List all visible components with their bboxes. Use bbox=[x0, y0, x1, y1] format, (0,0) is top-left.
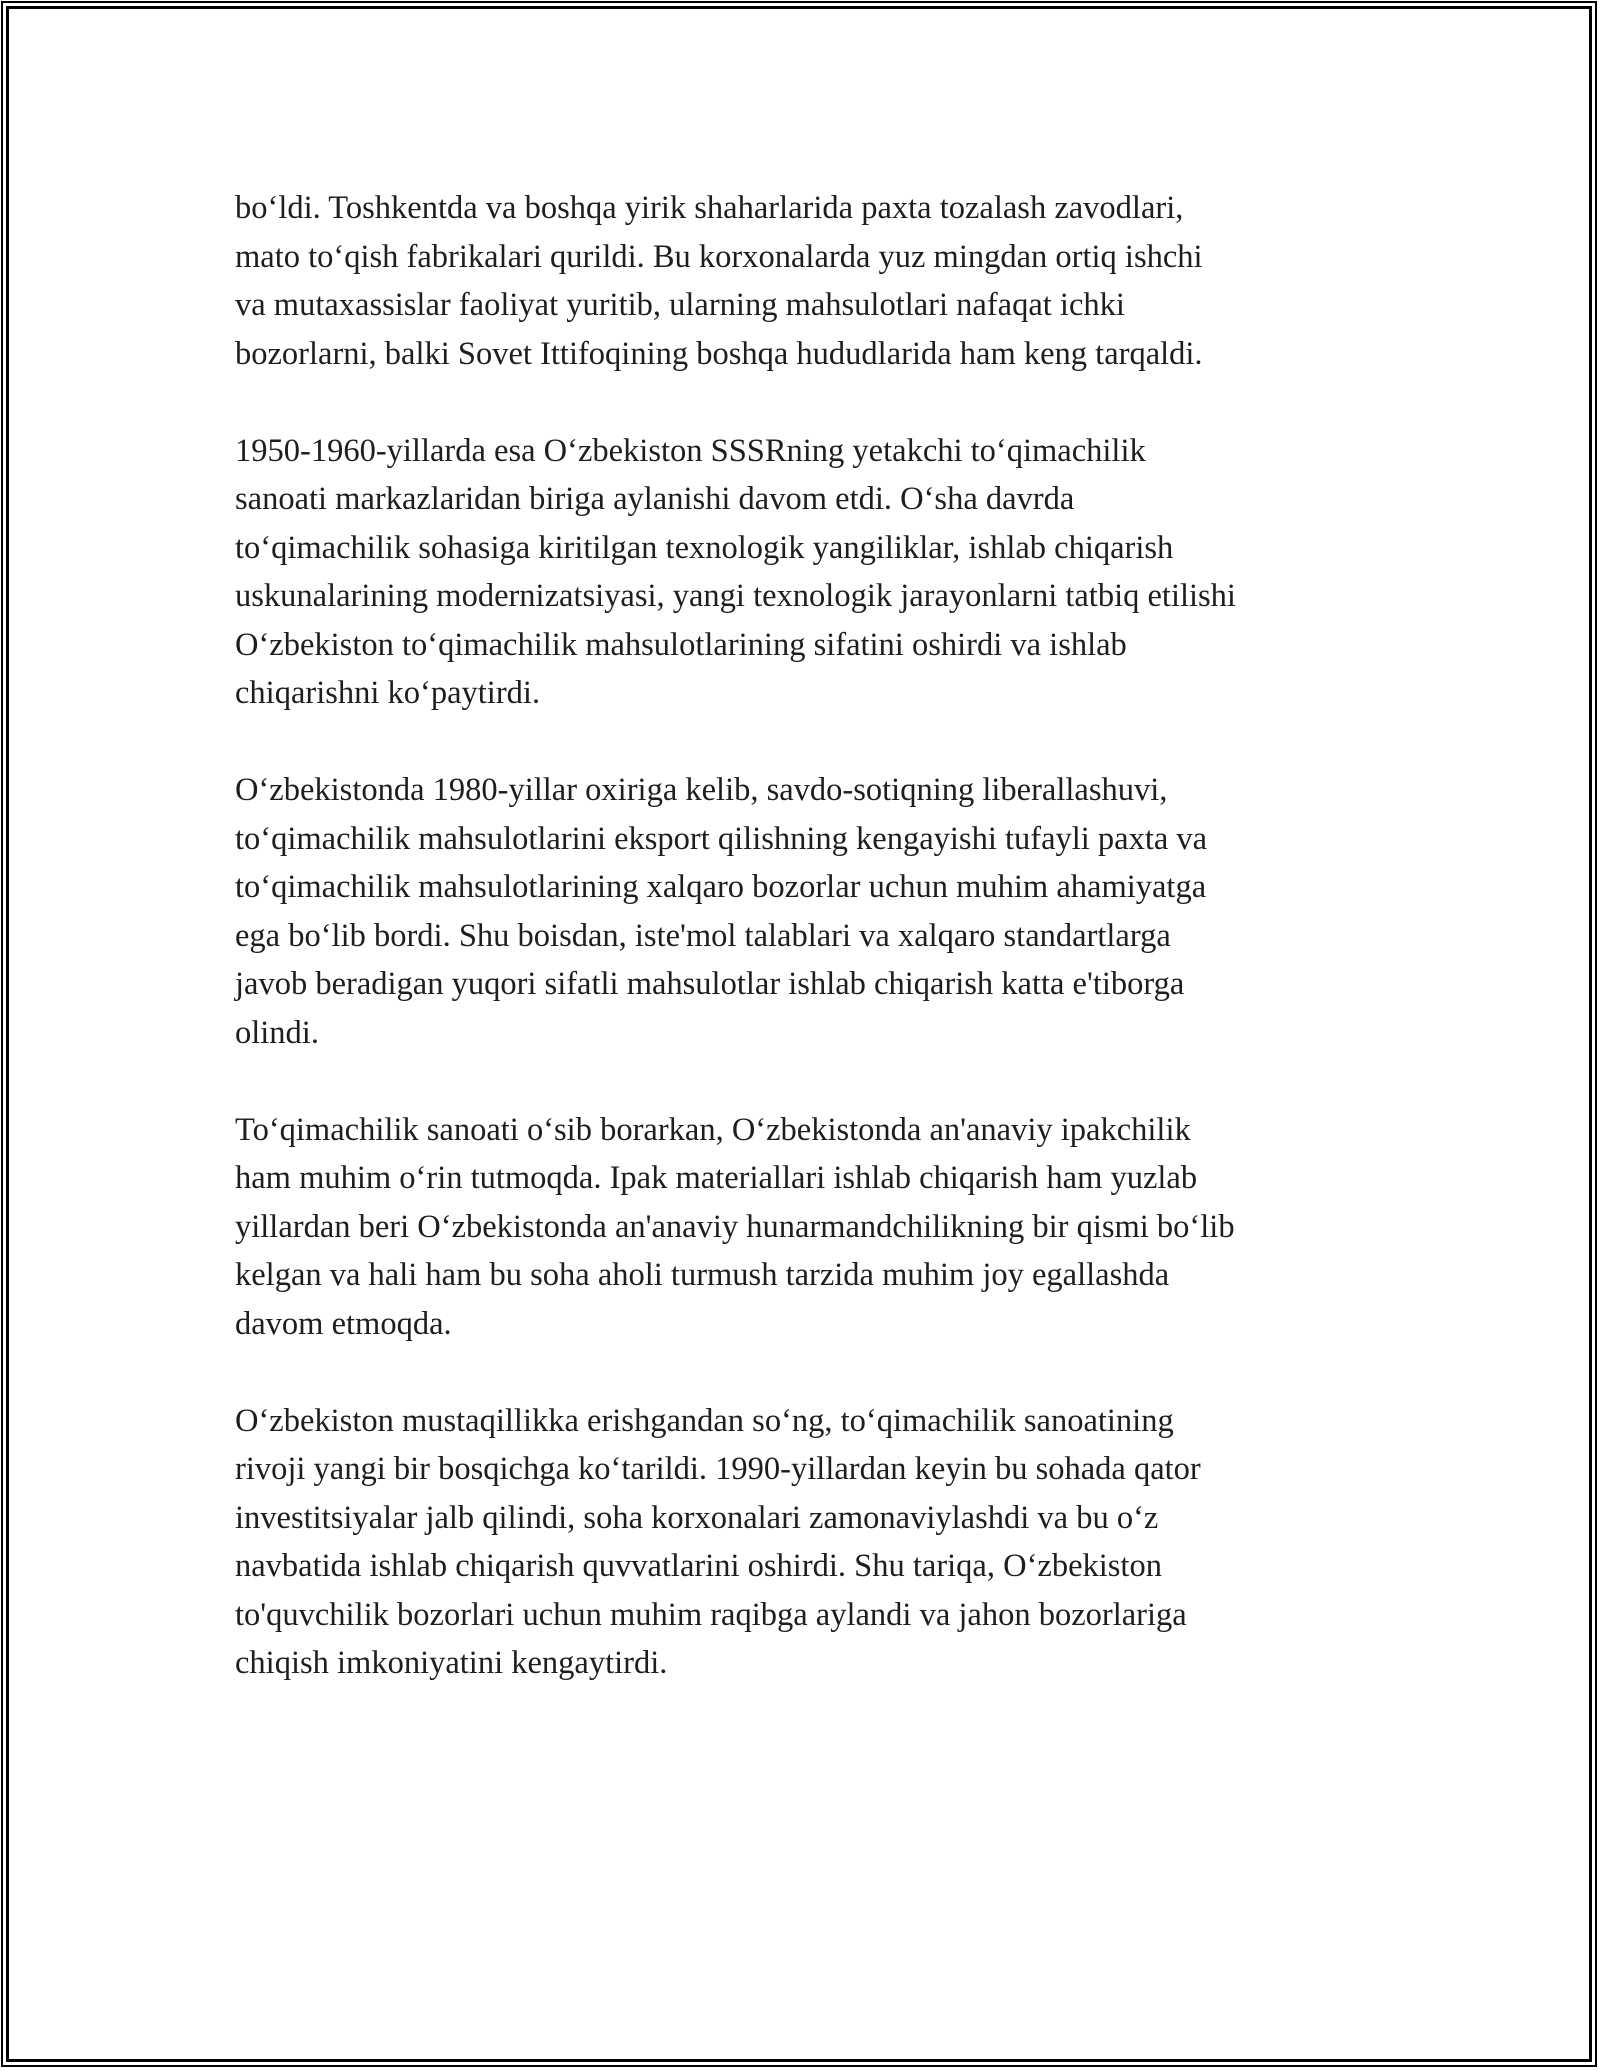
text-line: yillardan beri O‘zbekistonda an'anaviy hunarmandchilikning bir qismi bo‘lib bbox=[235, 1208, 1235, 1245]
paragraph-5 bbox=[235, 1397, 1395, 1688]
text-line: to'quvchilik bozorlari uchun muhim raqibga aylandi va jahon bozorlariga bbox=[235, 1596, 1187, 1633]
text-line: chiqarishni ko‘paytirdi. bbox=[235, 675, 541, 711]
text-line: bo‘ldi. Toshkentda va boshqa yirik shaharlarida paxta tozalash zavodlari, bbox=[235, 190, 1184, 226]
paragraph-2 bbox=[235, 427, 1395, 718]
text-line: O‘zbekiston mustaqillikka erishgandan so‘ng, to‘qimachilik sanoatining bbox=[235, 1402, 1174, 1439]
paragraph-1 bbox=[235, 184, 1395, 378]
paragraph-3 bbox=[235, 766, 1395, 1057]
text-line: olindi. bbox=[235, 1014, 319, 1051]
text-line: to‘qimachilik mahsulotlarining xalqaro bozorlar uchun muhim ahamiyatga bbox=[235, 869, 1207, 905]
text-line: davom etmoqda. bbox=[235, 1305, 452, 1342]
text-line: investitsiyalar jalb qilindi, soha korxonalari zamonaviylashdi va bu o‘z bbox=[235, 1499, 1159, 1536]
text-line: va mutaxassislar faoliyat yuritib, ularning mahsulotlari nafaqat ichki bbox=[235, 287, 1125, 323]
text-line: kelgan va hali ham bu soha aholi turmush tarzida muhim joy egallashda bbox=[235, 1257, 1170, 1293]
text-line: To‘qimachilik sanoati o‘sib borarkan, O‘zbekistonda an'anaviy ipakchilik bbox=[235, 1111, 1191, 1148]
text-line: bozorlarni, balki Sovet Ittifoqining boshqa hududlarida ham keng tarqaldi. bbox=[235, 335, 1203, 372]
text-line: uskunalarining modernizatsiyasi, yangi texnologik jarayonlarni tatbiq etilishi bbox=[235, 578, 1236, 614]
text-line: rivoji yangi bir bosqichga ko‘tarildi. 1990-yillardan keyin bu sohada qator bbox=[235, 1451, 1201, 1487]
text-line: ega bo‘lib bordi. Shu boisdan, iste'mol talablari va xalqaro standartlarga bbox=[235, 917, 1171, 954]
text-line: 1950-1960-yillarda esa O‘zbekiston SSSRning yetakchi to‘qimachilik bbox=[235, 432, 1146, 469]
text-line: sanoati markazlaridan biriga aylanishi davom etdi. O‘sha davrda bbox=[235, 481, 1075, 517]
document-body bbox=[235, 184, 1395, 1736]
text-line: navbatida ishlab chiqarish quvvatlarini oshirdi. Shu tariqa, O‘zbekiston bbox=[235, 1548, 1162, 1584]
text-line: javob beradigan yuqori sifatli mahsulotlar ishlab chiqarish katta e'tiborga bbox=[235, 966, 1185, 1002]
text-line: O‘zbekiston to‘qimachilik mahsulotlarining sifatini oshirdi va ishlab bbox=[235, 626, 1127, 663]
paragraph-4 bbox=[235, 1106, 1395, 1349]
text-line: chiqish imkoniyatini kengaytirdi. bbox=[235, 1645, 668, 1681]
text-line: to‘qimachilik mahsulotlarini eksport qilishning kengayishi tufayli paxta va bbox=[235, 820, 1208, 857]
text-line: mato to‘qish fabrikalari qurildi. Bu korxonalarda yuz mingdan ortiq ishchi bbox=[235, 238, 1203, 275]
text-line: ham muhim o‘rin tutmoqda. Ipak materiallari ishlab chiqarish ham yuzlab bbox=[235, 1160, 1198, 1196]
text-line: O‘zbekistonda 1980-yillar oxiriga kelib, savdo-sotiqning liberallashuvi, bbox=[235, 772, 1168, 808]
text-line: to‘qimachilik sohasiga kiritilgan texnologik yangiliklar, ishlab chiqarish bbox=[235, 529, 1174, 566]
